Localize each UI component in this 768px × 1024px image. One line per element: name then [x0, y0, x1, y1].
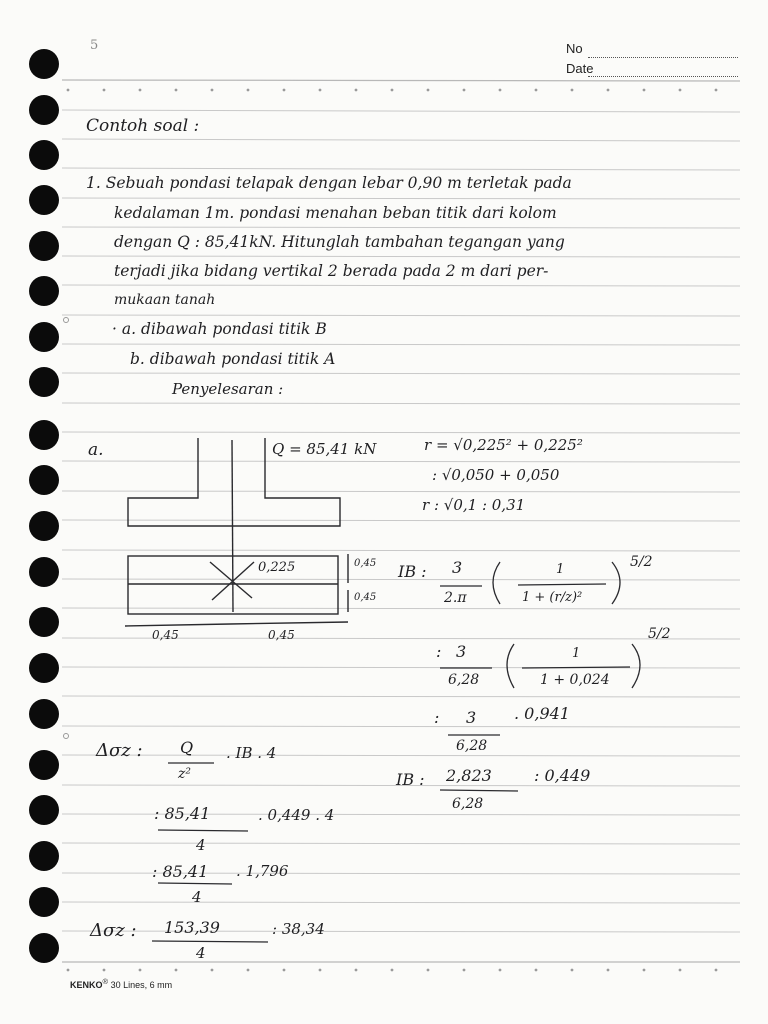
trademark-symbol: ® — [102, 977, 109, 986]
ib-step-2-inner-numerator: 1 — [572, 646, 581, 661]
binder-hole — [29, 185, 59, 215]
ib-step-2-exponent: 5/2 — [648, 626, 671, 642]
page-mark: 5 — [90, 38, 99, 53]
binder-hole — [29, 276, 59, 306]
ib-step-3-result: . 0,941 — [514, 704, 570, 723]
stress-step-1-numerator: Q — [180, 738, 194, 757]
ib-step-4-result: : 0,449 — [534, 766, 591, 785]
ib-step-4-denominator: 6,28 — [452, 796, 484, 812]
ruled-line — [62, 168, 740, 170]
binder-hole — [29, 140, 59, 170]
ruled-line — [62, 373, 740, 374]
ruled-line — [62, 755, 740, 756]
question-b: b. dibawah pondasi titik A — [130, 350, 336, 368]
height-dimension-2: 0,45 — [354, 592, 377, 603]
stress-step-4-result: : 38,34 — [272, 920, 325, 938]
stress-step-4-denominator: 4 — [196, 944, 206, 962]
ib-step-3-numerator: 3 — [466, 708, 477, 727]
stress-step-2-numerator: : 85,41 — [154, 804, 211, 823]
notebook-footer — [70, 977, 172, 990]
ruled-line — [62, 256, 740, 257]
ruled-line — [62, 461, 740, 462]
ib-step-3-lhs: : — [434, 708, 440, 727]
problem-line-5: mukaan tanah — [114, 292, 216, 308]
foundation-sketch — [125, 438, 348, 626]
stress-step-1-rhs: . IB . 4 — [226, 744, 277, 762]
binder-hole — [29, 465, 59, 495]
stress-step-2-rhs: . 0,449 . 4 — [258, 806, 335, 824]
diagonal-dimension: 0,225 — [258, 560, 296, 575]
paper-spec: 30 Lines, 6 mm — [110, 980, 173, 990]
ib-step-1-inner-denominator: 1 + (r/z)² — [522, 590, 583, 605]
binder-hole — [29, 699, 59, 729]
binder-hole — [29, 557, 59, 587]
ib-step-1-lhs: IB : — [398, 562, 427, 581]
stress-step-3-denominator: 4 — [192, 888, 202, 906]
stress-step-4-numerator: 153,39 — [164, 918, 220, 937]
ib-step-1-denominator: 2.π — [444, 590, 467, 606]
part-a-label: a. — [88, 440, 104, 460]
ruled-line — [62, 110, 740, 112]
ib-step-1-inner-numerator: 1 — [556, 562, 565, 577]
ib-step-2-lhs: : — [436, 642, 442, 661]
stress-step-1-lhs: Δσz : — [96, 740, 143, 761]
stress-step-2-denominator: 4 — [196, 836, 206, 854]
radius-step-1: r = √0,225² + 0,225² — [424, 436, 583, 454]
binder-hole — [29, 420, 59, 450]
ruled-line — [62, 315, 740, 316]
ruled-line — [62, 139, 740, 141]
date-field-line — [588, 76, 738, 77]
binder-hole — [29, 322, 59, 352]
no-field-line — [588, 57, 738, 58]
radius-step-2: : √0,050 + 0,050 — [432, 466, 560, 484]
ruled-line — [62, 285, 740, 286]
width-dimension-1: 0,45 — [152, 628, 179, 642]
width-dimension-2: 0,45 — [268, 628, 295, 642]
ruled-line — [62, 608, 740, 609]
problem-line-3: dengan Q : 85,41kN. Hitunglah tambahan tegangan yang — [114, 233, 565, 251]
question-a: · a. dibawah pondasi titik B — [112, 320, 327, 338]
load-label: Q = 85,41 kN — [272, 440, 377, 458]
ib-step-3-denominator: 6,28 — [456, 738, 488, 754]
ruled-line — [62, 344, 740, 345]
binder-hole — [29, 511, 59, 541]
ruled-line — [62, 198, 740, 199]
ruled-line — [62, 227, 740, 228]
stress-step-4-lhs: Δσz : — [90, 920, 137, 941]
binder-hole — [29, 231, 59, 261]
binder-hole — [29, 607, 59, 637]
ruled-line — [62, 726, 740, 727]
ib-step-2-numerator: 3 — [456, 642, 467, 661]
stress-step-3-numerator: : 85,41 — [152, 862, 209, 881]
binder-hole — [29, 367, 59, 397]
ib-step-1-exponent: 5/2 — [630, 554, 653, 570]
radius-step-3: r : √0,1 : 0,31 — [422, 496, 526, 514]
date-label: Date — [566, 61, 594, 76]
stress-step-3-rhs: . 1,796 — [236, 862, 289, 880]
ruled-line — [62, 432, 740, 433]
ruled-line — [62, 491, 740, 492]
binder-hole — [29, 653, 59, 683]
brand-name: KENKO — [70, 980, 103, 990]
stress-step-1-denominator: z² — [178, 766, 191, 782]
binder-hole — [29, 841, 59, 871]
ib-step-4-numerator: 2,823 — [446, 766, 492, 785]
ib-step-2-inner-denominator: 1 + 0,024 — [540, 672, 610, 688]
binder-hole — [29, 49, 59, 79]
ruled-line — [62, 696, 740, 697]
ruled-line — [62, 403, 740, 404]
problem-line-2: kedalaman 1m. pondasi menahan beban titik dari kolom — [114, 204, 557, 222]
binder-hole — [29, 750, 59, 780]
binder-hole — [29, 795, 59, 825]
no-label: No — [566, 41, 583, 56]
ruled-line — [62, 902, 740, 903]
notes-title: Contoh soal : — [86, 116, 200, 136]
binder-hole — [29, 95, 59, 125]
ib-step-4-lhs: IB : — [396, 770, 425, 789]
ruled-line — [62, 550, 740, 551]
solution-heading: Penyelesaran : — [172, 380, 284, 398]
ruled-line — [62, 667, 740, 668]
top-rule — [62, 80, 740, 81]
ruled-line — [62, 843, 740, 844]
problem-line-1: 1. Sebuah pondasi telapak dengan lebar 0,90 m terletak pada — [86, 174, 572, 192]
ruled-line — [62, 520, 740, 521]
problem-line-4: terjadi jika bidang vertikal 2 berada pada 2 m dari per- — [114, 262, 549, 280]
ib-step-2-denominator: 6,28 — [448, 672, 480, 688]
binder-hole — [29, 887, 59, 917]
binder-hole — [29, 933, 59, 963]
ib-step-1-numerator: 3 — [452, 558, 463, 577]
height-dimension-1: 0,45 — [354, 558, 377, 569]
